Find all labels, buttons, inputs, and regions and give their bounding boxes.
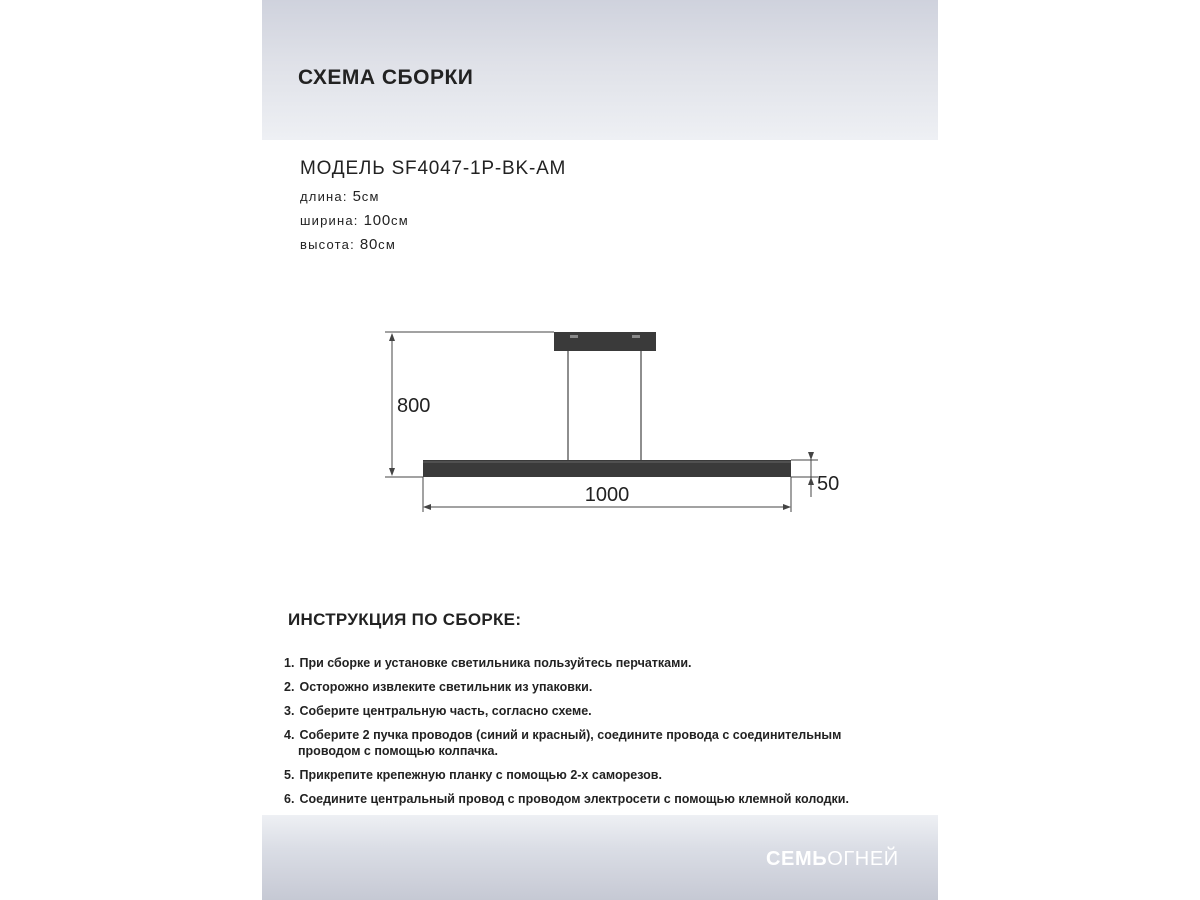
height-arrow-top [389, 333, 395, 341]
model-value: SF4047-1P-BK-AM [391, 158, 567, 179]
width-label: ширина: [300, 213, 359, 228]
brand-part2: ОГНЕЙ [827, 848, 899, 870]
width-unit: см [391, 213, 409, 228]
instruction-step [284, 723, 934, 759]
step-number: 3. [284, 704, 295, 718]
lamp-bar [423, 460, 791, 477]
step-text-continuation: проводом с помощью колпачка. [298, 744, 498, 758]
step-number: 6. [284, 792, 295, 806]
step-number: 1. [284, 656, 295, 670]
instruction-step [284, 763, 934, 787]
height-dim-label: 800 [397, 395, 431, 417]
step-text: Соедините центральный провод с проводом электросети с помощью клемной колодки. [299, 792, 849, 806]
step-text: Прикрепите крепежную планку с помощью 2-х саморезов. [299, 768, 662, 782]
thickness-dim-label: 50 [817, 473, 840, 495]
brand-logo [766, 848, 899, 871]
instruction-step [284, 675, 934, 699]
height-unit: см [378, 237, 396, 252]
width-arrow-left [423, 504, 431, 510]
step-number: 2. [284, 680, 295, 694]
length-label: длина: [300, 189, 348, 204]
step-number: 5. [284, 768, 295, 782]
instruction-step [284, 787, 934, 811]
canopy-slot [570, 335, 578, 338]
width-dim-label: 1000 [584, 484, 630, 506]
instruction-sheet [262, 0, 938, 900]
page-title: СХЕМА СБОРКИ [298, 66, 474, 89]
instructions-title: ИНСТРУКЦИЯ ПО СБОРКЕ: [288, 610, 522, 629]
ceiling-canopy [554, 332, 656, 351]
height-label: высота: [300, 237, 355, 252]
height-value: 80 [359, 236, 379, 253]
step-text: При сборке и установке светильника пользуйтесь перчатками. [299, 656, 692, 670]
instructions-list [284, 651, 934, 811]
brand-part1: СЕМЬ [766, 848, 828, 870]
model-label: МОДЕЛЬ [300, 158, 386, 179]
length-value: 5 [352, 188, 362, 205]
width-arrow-right [783, 504, 791, 510]
thickness-arrow-top [808, 452, 814, 460]
instruction-step [284, 651, 934, 675]
step-text: Соберите центральную часть, согласно схеме. [299, 704, 592, 718]
instruction-step [284, 699, 934, 723]
length-unit: см [361, 189, 380, 204]
step-text: Соберите 2 пучка проводов (синий и красный), соедините провода с соединительным [299, 728, 842, 742]
height-arrow-bottom [389, 468, 395, 476]
canopy-slot [632, 335, 640, 338]
width-value: 100 [363, 212, 392, 229]
step-text: Осторожно извлеките светильник из упаковки. [299, 680, 593, 694]
thickness-arrow-bottom [808, 477, 814, 485]
step-number: 4. [284, 728, 295, 742]
dimension-drawing [262, 0, 938, 560]
